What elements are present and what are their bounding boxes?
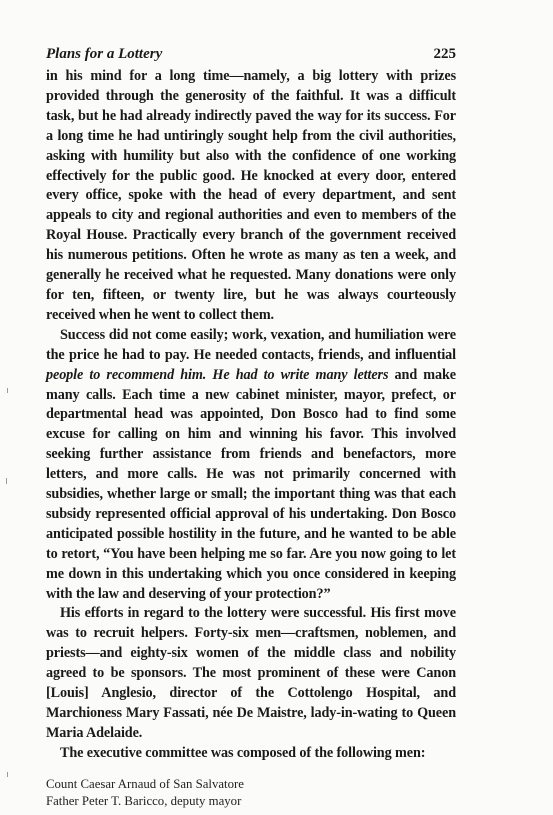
- committee-member: Count Caesar Arnaud of San Salvatore: [46, 776, 244, 791]
- scan-speck: [6, 478, 7, 484]
- paragraph-2-italic: people to recommend him. He had to write many letters: [46, 366, 389, 383]
- paragraph-2-end: and make many calls. Each time a new cabinet minister, mayor, prefect, or departmental head was appointed, Don Bosco had to find some excuse for calling on him and winning his favor. This involved seeking further assistance from friends and benefactors, more letters, and more calls. He was not primarily concerned with subsidies, whether large or small; the important thing was that each subsidy represented official approval of his undertaking. Don Bosco anticipated possible hostility in the future, and he wanted to be able to retort, “You have been helping me so far. Are you now going to let me down in this undertaking which you once considered in keeping with the law and deserving of your protection?”: [46, 366, 456, 602]
- scan-speck: [7, 772, 8, 777]
- committee-member: Father Peter T. Baricco, deputy mayor: [46, 794, 242, 809]
- page-number: 225: [433, 46, 456, 62]
- running-title: Plans for a Lottery: [46, 46, 163, 62]
- paragraph-3: His efforts in regard to the lottery were successful. His first move was to recruit helpers. Forty-six men—craftsmen, noblemen, and priests—and eighty-six women of the middle class and nobility agreed to be sponsors. The most prominent of these were Canon [Louis] Anglesio, director of the Cottolengo Hospital, and Marchioness Mary Fassati, née De Maistre, lady-in-wating to Queen Maria Adelaide.: [46, 605, 456, 741]
- paragraph-4: The executive committee was composed of the following men:: [60, 744, 426, 761]
- committee-list: [46, 776, 456, 811]
- page-header: [46, 46, 456, 63]
- scan-speck: [7, 388, 8, 393]
- paragraph-2: [46, 326, 456, 605]
- paragraph-2-start: Success did not come easily; work, vexation, and humiliation were the price he had to pay. He needed contacts, friends, and influential: [46, 326, 456, 363]
- body-text: [46, 67, 456, 764]
- paragraph-1: in his mind for a long time—namely, a big lottery with prizes provided through the generosity of the faithful. It was a difficult task, but he had already indirectly paved the way for its success. For a long time he had untiringly sought help from the civil authorities, asking with humility but also with the confidence of one working effectively for the public good. He knocked at every door, entered every office, spoke with the head of every department, and sent appeals to city and regional authorities and even to members of the Royal House. Practically every branch of the government received his numerous petitions. Often he wrote as many as ten a week, and generally he received what he requested. Many donations were only for ten, fifteen, or twenty lire, but he was always courteously received when he went to collect them.: [46, 68, 456, 323]
- book-page: [46, 46, 456, 811]
